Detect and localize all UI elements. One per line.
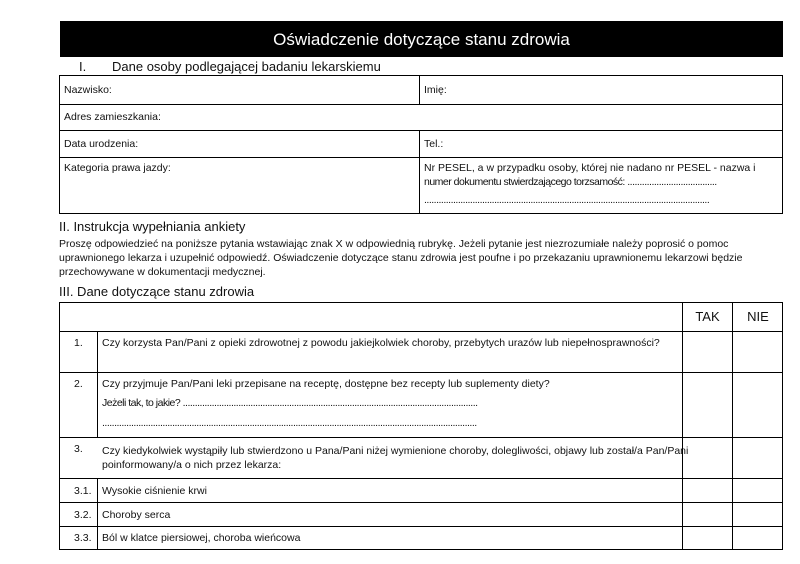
divider xyxy=(59,526,783,527)
subquestion-number: 3.1. xyxy=(74,485,92,497)
subquestion-text: Wysokie ciśnienie krwi xyxy=(102,485,207,497)
column-header-yes: TAK xyxy=(695,309,720,324)
form-title: Oświadczenie dotyczące stanu zdrowia xyxy=(273,30,570,49)
divider xyxy=(59,437,783,438)
divider xyxy=(97,478,98,550)
instruction-line-3: przechowywane w dokumentacji medycznej. xyxy=(59,266,266,278)
subquestion-number: 3.2. xyxy=(74,509,92,521)
divider xyxy=(59,372,783,373)
q3-3-no-checkbox[interactable] xyxy=(733,527,783,550)
divider xyxy=(419,130,420,214)
question-3-number: 3. xyxy=(74,443,83,455)
section2-title: II. Instrukcja wypełniania ankiety xyxy=(59,219,246,234)
q2-no-checkbox[interactable] xyxy=(733,373,783,437)
first-name-field[interactable]: Imię: xyxy=(424,84,447,96)
q1-yes-checkbox[interactable] xyxy=(683,332,732,372)
q1-no-checkbox[interactable] xyxy=(733,332,783,372)
divider xyxy=(59,130,783,131)
pesel-label-line1: Nr PESEL, a w przypadku osoby, której nie nadano nr PESEL - nazwa i xyxy=(424,162,756,174)
pesel-label-line2[interactable]: numer dokumentu stwierdzającego torzsamość: ..................................... xyxy=(424,176,717,188)
section1-title: Dane osoby podlegającej badaniu lekarskiemu xyxy=(112,59,381,74)
subquestion-text: Ból w klatce piersiowej, choroba wieńcowa xyxy=(102,532,301,544)
subquestion-text: Choroby serca xyxy=(102,509,171,521)
phone-field[interactable]: Tel.: xyxy=(424,138,444,150)
divider xyxy=(59,104,783,105)
birth-date-field[interactable]: Data urodzenia: xyxy=(64,138,139,150)
question-1-number: 1. xyxy=(74,337,83,349)
q3-2-yes-checkbox[interactable] xyxy=(683,503,732,526)
instruction-line-2: uprawnionego lekarza i uzupełnić odpowiedź. Oświadczenie dotyczące stanu zdrowia jest poufne i po przekazaniu uprawnionemu lekarzowi będzie xyxy=(59,252,743,264)
question-2-text: Czy przyjmuje Pan/Pani leki przepisane na receptę, dostępne bez recepty lub suplementy diety? xyxy=(102,378,550,390)
address-field[interactable]: Adres zamieszkania: xyxy=(64,111,161,123)
divider xyxy=(59,502,783,503)
section3-title: III. Dane dotyczące stanu zdrowia xyxy=(59,284,255,299)
subquestion-number: 3.3. xyxy=(74,532,92,544)
question-2-number: 2. xyxy=(74,378,83,390)
q3-2-no-checkbox[interactable] xyxy=(733,503,783,526)
divider xyxy=(419,75,420,104)
q3-3-yes-checkbox[interactable] xyxy=(683,527,732,550)
column-header-no: NIE xyxy=(747,309,769,324)
pesel-dotted-line[interactable]: ...................................................................................................................... xyxy=(424,194,710,206)
question-3-line-1: Czy kiedykolwiek wystąpiły lub stwierdzono u Pana/Pani niżej wymienione choroby, dolegliwości, objawy lub został/a Pan/Pani xyxy=(102,445,689,457)
question-3-line-2: poinformowany/a o nich przez lekarza: xyxy=(102,459,282,471)
section1-number: I. xyxy=(79,59,87,74)
question-2-dotted-line[interactable]: ........................................................................................................................................................... xyxy=(102,417,477,429)
instruction-line-1: Proszę odpowiedzieć na poniższe pytania wstawiając znak X w odpowiednią rubrykę. Jeżeli pytanie jest niezrozumiałe należy poprosić o pomoc xyxy=(59,238,729,250)
q3-1-no-checkbox[interactable] xyxy=(733,479,783,502)
divider xyxy=(59,331,783,332)
q2-yes-checkbox[interactable] xyxy=(683,373,732,437)
divider xyxy=(59,478,783,479)
divider xyxy=(59,157,783,158)
form-title-bar xyxy=(60,21,783,57)
surname-field[interactable]: Nazwisko: xyxy=(64,84,112,96)
divider xyxy=(97,331,98,437)
question-1-text: Czy korzysta Pan/Pani z opieki zdrowotnej z powodu jakiejkolwiek choroby, przebytych urazów lub niepełnosprawności? xyxy=(102,337,660,349)
question-2-followup[interactable]: Jeżeli tak, to jakie? .......................................................................................................................... xyxy=(102,397,478,409)
q3-1-yes-checkbox[interactable] xyxy=(683,479,732,502)
license-category-field[interactable]: Kategoria prawa jazdy: xyxy=(64,162,171,174)
